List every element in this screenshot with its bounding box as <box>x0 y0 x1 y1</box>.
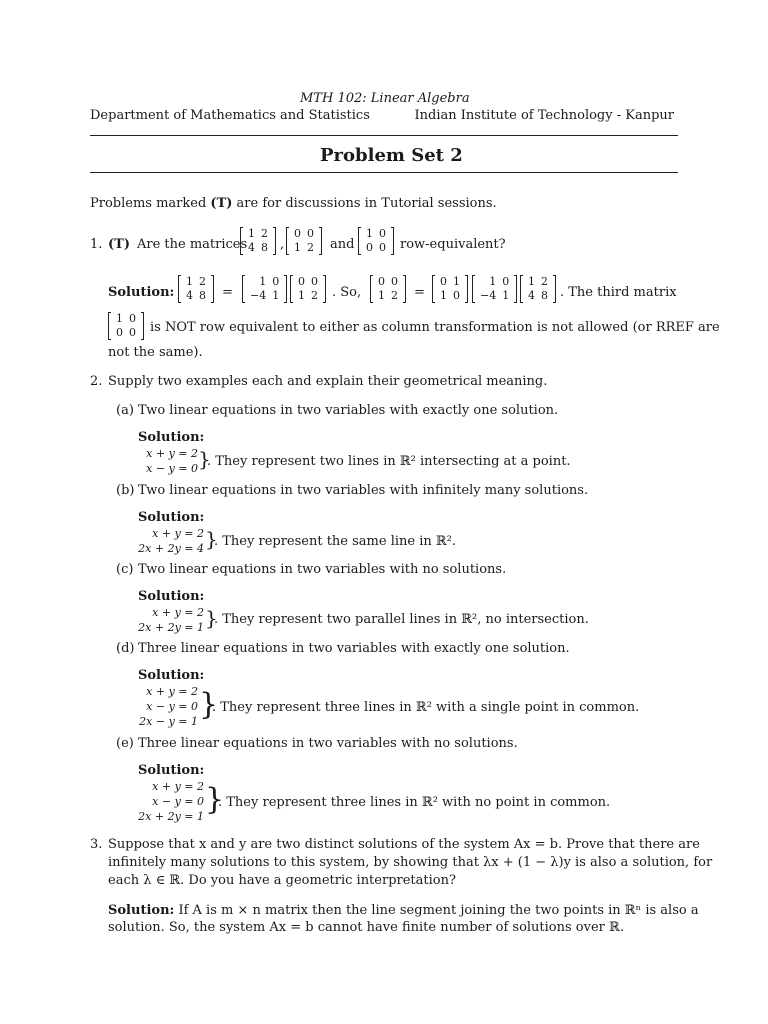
matrix-table <box>245 227 271 255</box>
part-a-explanation: . They represent two lines in ℝ² intersecting at a point. <box>207 454 571 469</box>
brace-e: } <box>205 782 225 817</box>
matrix-a <box>240 227 276 255</box>
problem-3-line: infinitely many solutions to this system, by showing that λx + (1 − λ)y is also a solution, for <box>108 855 713 870</box>
equation: x − y = 0 <box>146 700 198 713</box>
matrix-b <box>286 227 322 255</box>
part-b-text: Two linear equations in two variables with infinitely many solutions. <box>138 483 589 498</box>
solution-1-line2: is NOT row equivalent to either as column transformation is not allowed (or RREF are <box>150 320 720 335</box>
matrix-cell: 1 <box>453 275 460 288</box>
equation: 2x + 2y = 1 <box>138 810 204 823</box>
part-e-explanation: . They represent three lines in ℝ² with no point in common. <box>218 795 611 810</box>
top-rule <box>90 135 678 136</box>
matrix-cell: 0 <box>440 275 447 288</box>
problem-1-number: 1. <box>90 237 103 252</box>
matrix-cell: 0 <box>307 227 314 240</box>
part-b-explanation: . They represent the same line in ℝ². <box>214 534 457 549</box>
part-e-label: (e) <box>116 736 134 751</box>
matrix-cell: 2 <box>261 227 268 240</box>
part-d-solution-label: Solution: <box>138 668 205 683</box>
problem-3-number: 3. <box>90 837 103 852</box>
brace-b: } <box>205 527 218 551</box>
matrix-table <box>291 227 317 255</box>
matrix-cell: 1 <box>116 312 123 325</box>
problem-3-line: each λ ∈ ℝ. Do you have a geometric interpretation? <box>108 873 456 888</box>
matrix-cell: 0 <box>298 275 305 288</box>
part-b-label: (b) <box>116 483 135 498</box>
matrix-cell: 0 <box>311 275 318 288</box>
sol-matrix-p <box>432 275 468 303</box>
solution-1-line3: not the same). <box>108 345 203 360</box>
equals-sign: = <box>222 285 233 300</box>
matrix-table <box>363 227 389 255</box>
sol-matrix-b <box>370 275 406 303</box>
matrix-cell: 0 <box>272 275 280 288</box>
matrix-table <box>295 275 321 303</box>
equation: x − y = 0 <box>146 462 198 475</box>
sol-matrix-e1-2 <box>472 275 517 303</box>
part-e-text: Three linear equations in two variables with no solutions. <box>138 736 518 751</box>
intro-mark: (T) <box>210 196 233 211</box>
matrix-cell: 4 <box>248 241 255 254</box>
part-b-equations <box>132 526 204 556</box>
problem-1-tag: (T) <box>108 237 130 252</box>
matrix-cell: 0 <box>378 275 385 288</box>
equation: 2x + 2y = 1 <box>138 621 204 634</box>
matrix-cell: 0 <box>379 241 386 254</box>
matrix-cell: 2 <box>311 289 318 302</box>
matrix-cell: 1 <box>298 289 305 302</box>
part-e-equations <box>132 779 204 824</box>
equation: x + y = 2 <box>152 527 204 540</box>
part-a-label: (a) <box>116 403 134 418</box>
part-d-explanation: . They represent three lines in ℝ² with a single point in common. <box>212 700 640 715</box>
so-text: . So, <box>332 285 362 300</box>
matrix-cell: 0 <box>366 241 373 254</box>
part-a-text: Two linear equations in two variables with exactly one solution. <box>138 403 559 418</box>
matrix-cell: 2 <box>307 241 314 254</box>
solution-label-3: Solution: <box>108 903 175 918</box>
matrix-cell: 1 <box>528 275 535 288</box>
matrix-cell: 2 <box>541 275 548 288</box>
matrix-cell: 1 <box>366 227 373 240</box>
matrix-cell: 1 <box>259 275 267 288</box>
department-name: Department of Mathematics and Statistics <box>90 108 370 123</box>
institute-name: Indian Institute of Technology - Kanpur <box>414 108 674 123</box>
matrix-cell: 8 <box>199 289 206 302</box>
part-d-equations <box>132 684 198 729</box>
matrix-cell: 2 <box>391 289 398 302</box>
matrix-cell: 1 <box>378 289 385 302</box>
comma: , <box>280 237 285 252</box>
sol-matrix-c <box>108 312 144 340</box>
matrix-cell: 0 <box>502 275 510 288</box>
matrix-table <box>247 275 282 303</box>
matrix-cell: 4 <box>186 289 193 302</box>
solution-3-line: If A is m × n matrix then the line segment joining the two points in ℝⁿ is also a <box>174 903 699 918</box>
brace-c: } <box>205 606 218 630</box>
page-title: Problem Set 2 <box>320 145 463 166</box>
matrix-cell: 1 <box>502 289 510 302</box>
sol-matrix-a <box>178 275 214 303</box>
problem-3-solution <box>108 903 699 919</box>
equation: x + y = 2 <box>146 447 198 460</box>
sol-matrix-b1 <box>290 275 326 303</box>
sol-matrix-a-2 <box>520 275 556 303</box>
course-title: MTH 102: Linear Algebra <box>300 91 470 106</box>
matrix-cell: 1 <box>489 275 497 288</box>
matrix-cell: 0 <box>294 227 301 240</box>
intro-pre: Problems marked <box>90 196 211 211</box>
part-a-solution-label: Solution: <box>138 430 205 445</box>
brace-d: } <box>199 687 219 722</box>
matrix-cell: 4 <box>528 289 535 302</box>
equation: 2x + 2y = 4 <box>138 542 204 555</box>
matrix-table <box>437 275 463 303</box>
part-d-text: Three linear equations in two variables with exactly one solution. <box>138 641 570 656</box>
matrix-cell: −4 <box>250 289 267 302</box>
question-tail: row-equivalent? <box>400 237 506 252</box>
solution-3-line: solution. So, the system Ax = b cannot have finite number of solutions over ℝ. <box>108 920 624 935</box>
matrix-cell: 8 <box>261 241 268 254</box>
matrix-cell: 0 <box>453 289 460 302</box>
matrix-cell: 0 <box>129 326 136 339</box>
part-d-label: (d) <box>116 641 135 656</box>
matrix-cell: 0 <box>379 227 386 240</box>
problem-1-question: Are the matrices <box>137 237 248 252</box>
matrix-cell: 1 <box>272 289 280 302</box>
sol-matrix-e1 <box>242 275 287 303</box>
part-c-text: Two linear equations in two variables with no solutions. <box>138 562 507 577</box>
matrix-table <box>113 312 139 340</box>
matrix-cell: 1 <box>294 241 301 254</box>
equation: x + y = 2 <box>146 685 198 698</box>
problem-2-text: Supply two examples each and explain their geometrical meaning. <box>108 374 548 389</box>
problem-3-line: Suppose that x and y are two distinct solutions of the system Ax = b. Prove that there are <box>108 837 700 852</box>
matrix-cell: 2 <box>199 275 206 288</box>
part-c-label: (c) <box>116 562 134 577</box>
equals-sign-2: = <box>414 285 425 300</box>
part-c-explanation: . They represent two parallel lines in ℝ², no intersection. <box>214 612 589 627</box>
matrix-cell: 8 <box>541 289 548 302</box>
matrix-cell: −4 <box>480 289 497 302</box>
and-text: and <box>330 237 355 252</box>
matrix-cell: 1 <box>248 227 255 240</box>
solution-label-1: Solution: <box>108 285 175 300</box>
part-b-solution-label: Solution: <box>138 510 205 525</box>
matrix-cell: 1 <box>440 289 447 302</box>
brace-a: } <box>198 447 211 471</box>
matrix-table <box>375 275 401 303</box>
part-a-equations <box>138 446 198 476</box>
bottom-rule <box>90 172 678 173</box>
matrix-cell: 0 <box>391 275 398 288</box>
intro-post: are for discussions in Tutorial sessions. <box>232 196 497 211</box>
matrix-table <box>183 275 209 303</box>
part-c-solution-label: Solution: <box>138 589 205 604</box>
matrix-cell: 1 <box>186 275 193 288</box>
intro-text <box>90 196 497 212</box>
equation: x + y = 2 <box>152 606 204 619</box>
part-e-solution-label: Solution: <box>138 763 205 778</box>
part-c-equations <box>132 605 204 635</box>
problem-2-number: 2. <box>90 374 103 389</box>
matrix-cell: 0 <box>116 326 123 339</box>
matrix-table <box>477 275 512 303</box>
equation: x + y = 2 <box>152 780 204 793</box>
equation: x − y = 0 <box>152 795 204 808</box>
matrix-cell: 0 <box>129 312 136 325</box>
third-matrix-text: . The third matrix <box>560 285 677 300</box>
matrix-c <box>358 227 394 255</box>
equation: 2x − y = 1 <box>139 715 198 728</box>
matrix-table <box>525 275 551 303</box>
